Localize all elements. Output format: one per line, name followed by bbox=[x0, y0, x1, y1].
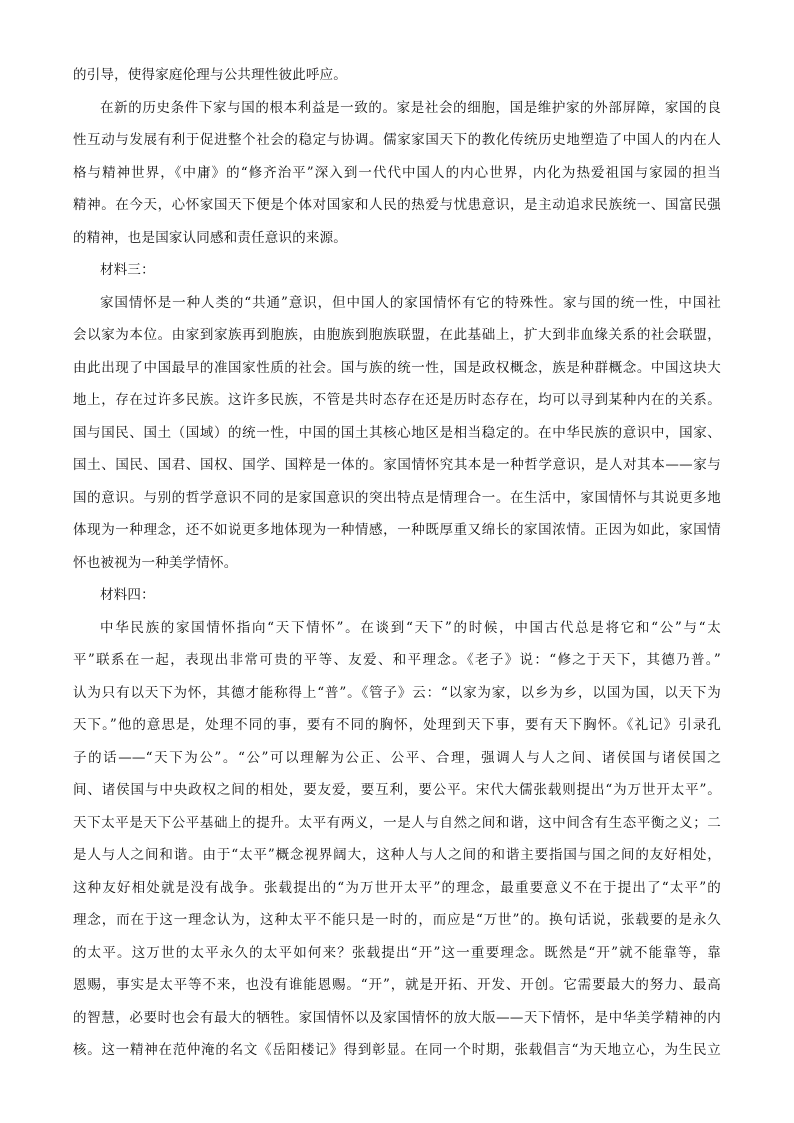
text-line: 认为只有以天下为怀，其德才能称得上“普”。《管子》云：“以家为家，以乡为乡，以国为国，以天下为 bbox=[73, 684, 721, 701]
text-line: 由此出现了中国最早的准国家性质的社会。国与族的统一性，国是政权概念，族是种群概念。中国这块大 bbox=[73, 359, 721, 376]
text-line: 材料三： bbox=[100, 262, 155, 278]
text-line: 间、诸侯国与中央政权之间的相处，要友爱，要互利，要公平。宋代大儒张载则提出“为万世开太平”。 bbox=[73, 782, 721, 798]
text-line: 怀也被视为一种美学情怀。 bbox=[73, 554, 238, 571]
text-line: 天下太平是天下公平基础上的提升。太平有两义，一是人与自然之间和谐，这中间含有生态平衡之义；二 bbox=[73, 814, 721, 831]
text-line: 的精神，也是国家认同感和责任意识的来源。 bbox=[73, 229, 347, 246]
text-line: 精神。在今天，心怀家国天下便是个体对国家和人民的热爱与忧患意识，是主动追求民族统一、国富民强 bbox=[73, 197, 721, 213]
text-line: 的智慧，必要时也会有最大的牺牲。家国情怀以及家国情怀的放大版——天下情怀，是中华美学精神的内 bbox=[73, 1009, 721, 1026]
text-line: 国的意识。与别的哲学意识不同的是家国意识的突出特点是情理合一。在生活中，家国情怀与其说更多地 bbox=[73, 489, 721, 506]
text-line: 是人与人之间和谐。由于“太平”概念视界阔大，这种人与人之间的和谐主要指国与国之间的友好相处， bbox=[73, 847, 721, 863]
text-line: 格与精神世界，《中庸》的“修齐治平”深入到一代代中国人的内心世界，内化为热爱祖国与家园的担当 bbox=[73, 164, 721, 181]
text-line: 理念，而在于这一理念认为，这种太平不能只是一时的，而应是“万世”的。换句话说，张载要的是永久 bbox=[73, 912, 721, 928]
text-line: 地上，存在过许多民族。这许多民族，不管是共时态存在还是历时态存在，均可以寻到某种内在的关系。 bbox=[73, 392, 721, 408]
document-page bbox=[73, 62, 721, 1070]
text-line: 恩赐，事实是太平等不来，也没有谁能恩赐。“开”，就是开拓、开发、开创。它需要最大的努力、最高 bbox=[73, 977, 721, 993]
text-line: 核。这一精神在范仲淹的名文《岳阳楼记》得到彰显。在同一个时期，张载倡言“为天地立心，为生民立 bbox=[73, 1042, 721, 1058]
text-line: 国与国民、国土（国域）的统一性，中国的国土其核心地区是相当稳定的。在中华民族的意识中，国家、 bbox=[73, 424, 721, 441]
text-line: 家国情怀是一种人类的“共通”意识，但中国人的家国情怀有它的特殊性。家与国的统一性，中国社 bbox=[100, 294, 721, 311]
text-line: 这种友好相处就是没有战争。张载提出的“为万世开太平”的理念，最重要意义不在于提出了“太平”的 bbox=[73, 879, 721, 896]
text-line: 会以家为本位。由家到家族再到胞族，由胞族到胞族联盟，在此基础上，扩大到非血缘关系的社会联盟， bbox=[73, 327, 721, 343]
text-line: 材料四： bbox=[100, 587, 155, 603]
text-line: 性互动与发展有利于促进整个社会的稳定与协调。儒家家国天下的教化传统历史地塑造了中国人的内在人 bbox=[73, 132, 721, 148]
text-line: 体现为一种理念，还不如说更多地体现为一种情感，一种既厚重又绵长的家国浓情。正因为如此，家国情 bbox=[73, 522, 721, 538]
text-line: 天下。”他的意思是，处理不同的事，要有不同的胸怀，处理到天下事，要有天下胸怀。《礼记》引录孔 bbox=[73, 717, 721, 733]
text-line: 的引导，使得家庭伦理与公共理性彼此呼应。 bbox=[73, 67, 347, 83]
text-line: 国土、国民、国君、国权、国学、国粹是一体的。家国情怀究其本是一种哲学意识，是人对其本——家与 bbox=[73, 457, 721, 473]
text-line: 中华民族的家国情怀指向“天下情怀”。在谈到“天下”的时候，中国古代总是将它和“公”与“太 bbox=[100, 619, 721, 636]
text-line: 在新的历史条件下家与国的根本利益是一致的。家是社会的细胞，国是维护家的外部屏障，家国的良 bbox=[100, 99, 721, 116]
text-line: 的太平。这万世的太平永久的太平如何来？张载提出“开”这一重要理念。既然是“开”就不能靠等，靠 bbox=[73, 944, 721, 961]
text-line: 子的话——“天下为公”。“公”可以理解为公正、公平、合理，强调人与人之间、诸侯国与诸侯国之 bbox=[73, 749, 721, 766]
text-line: 平”联系在一起，表现出非常可贵的平等、友爱、和平理念。《老子》说：“修之于天下，其德乃普。” bbox=[73, 652, 721, 668]
